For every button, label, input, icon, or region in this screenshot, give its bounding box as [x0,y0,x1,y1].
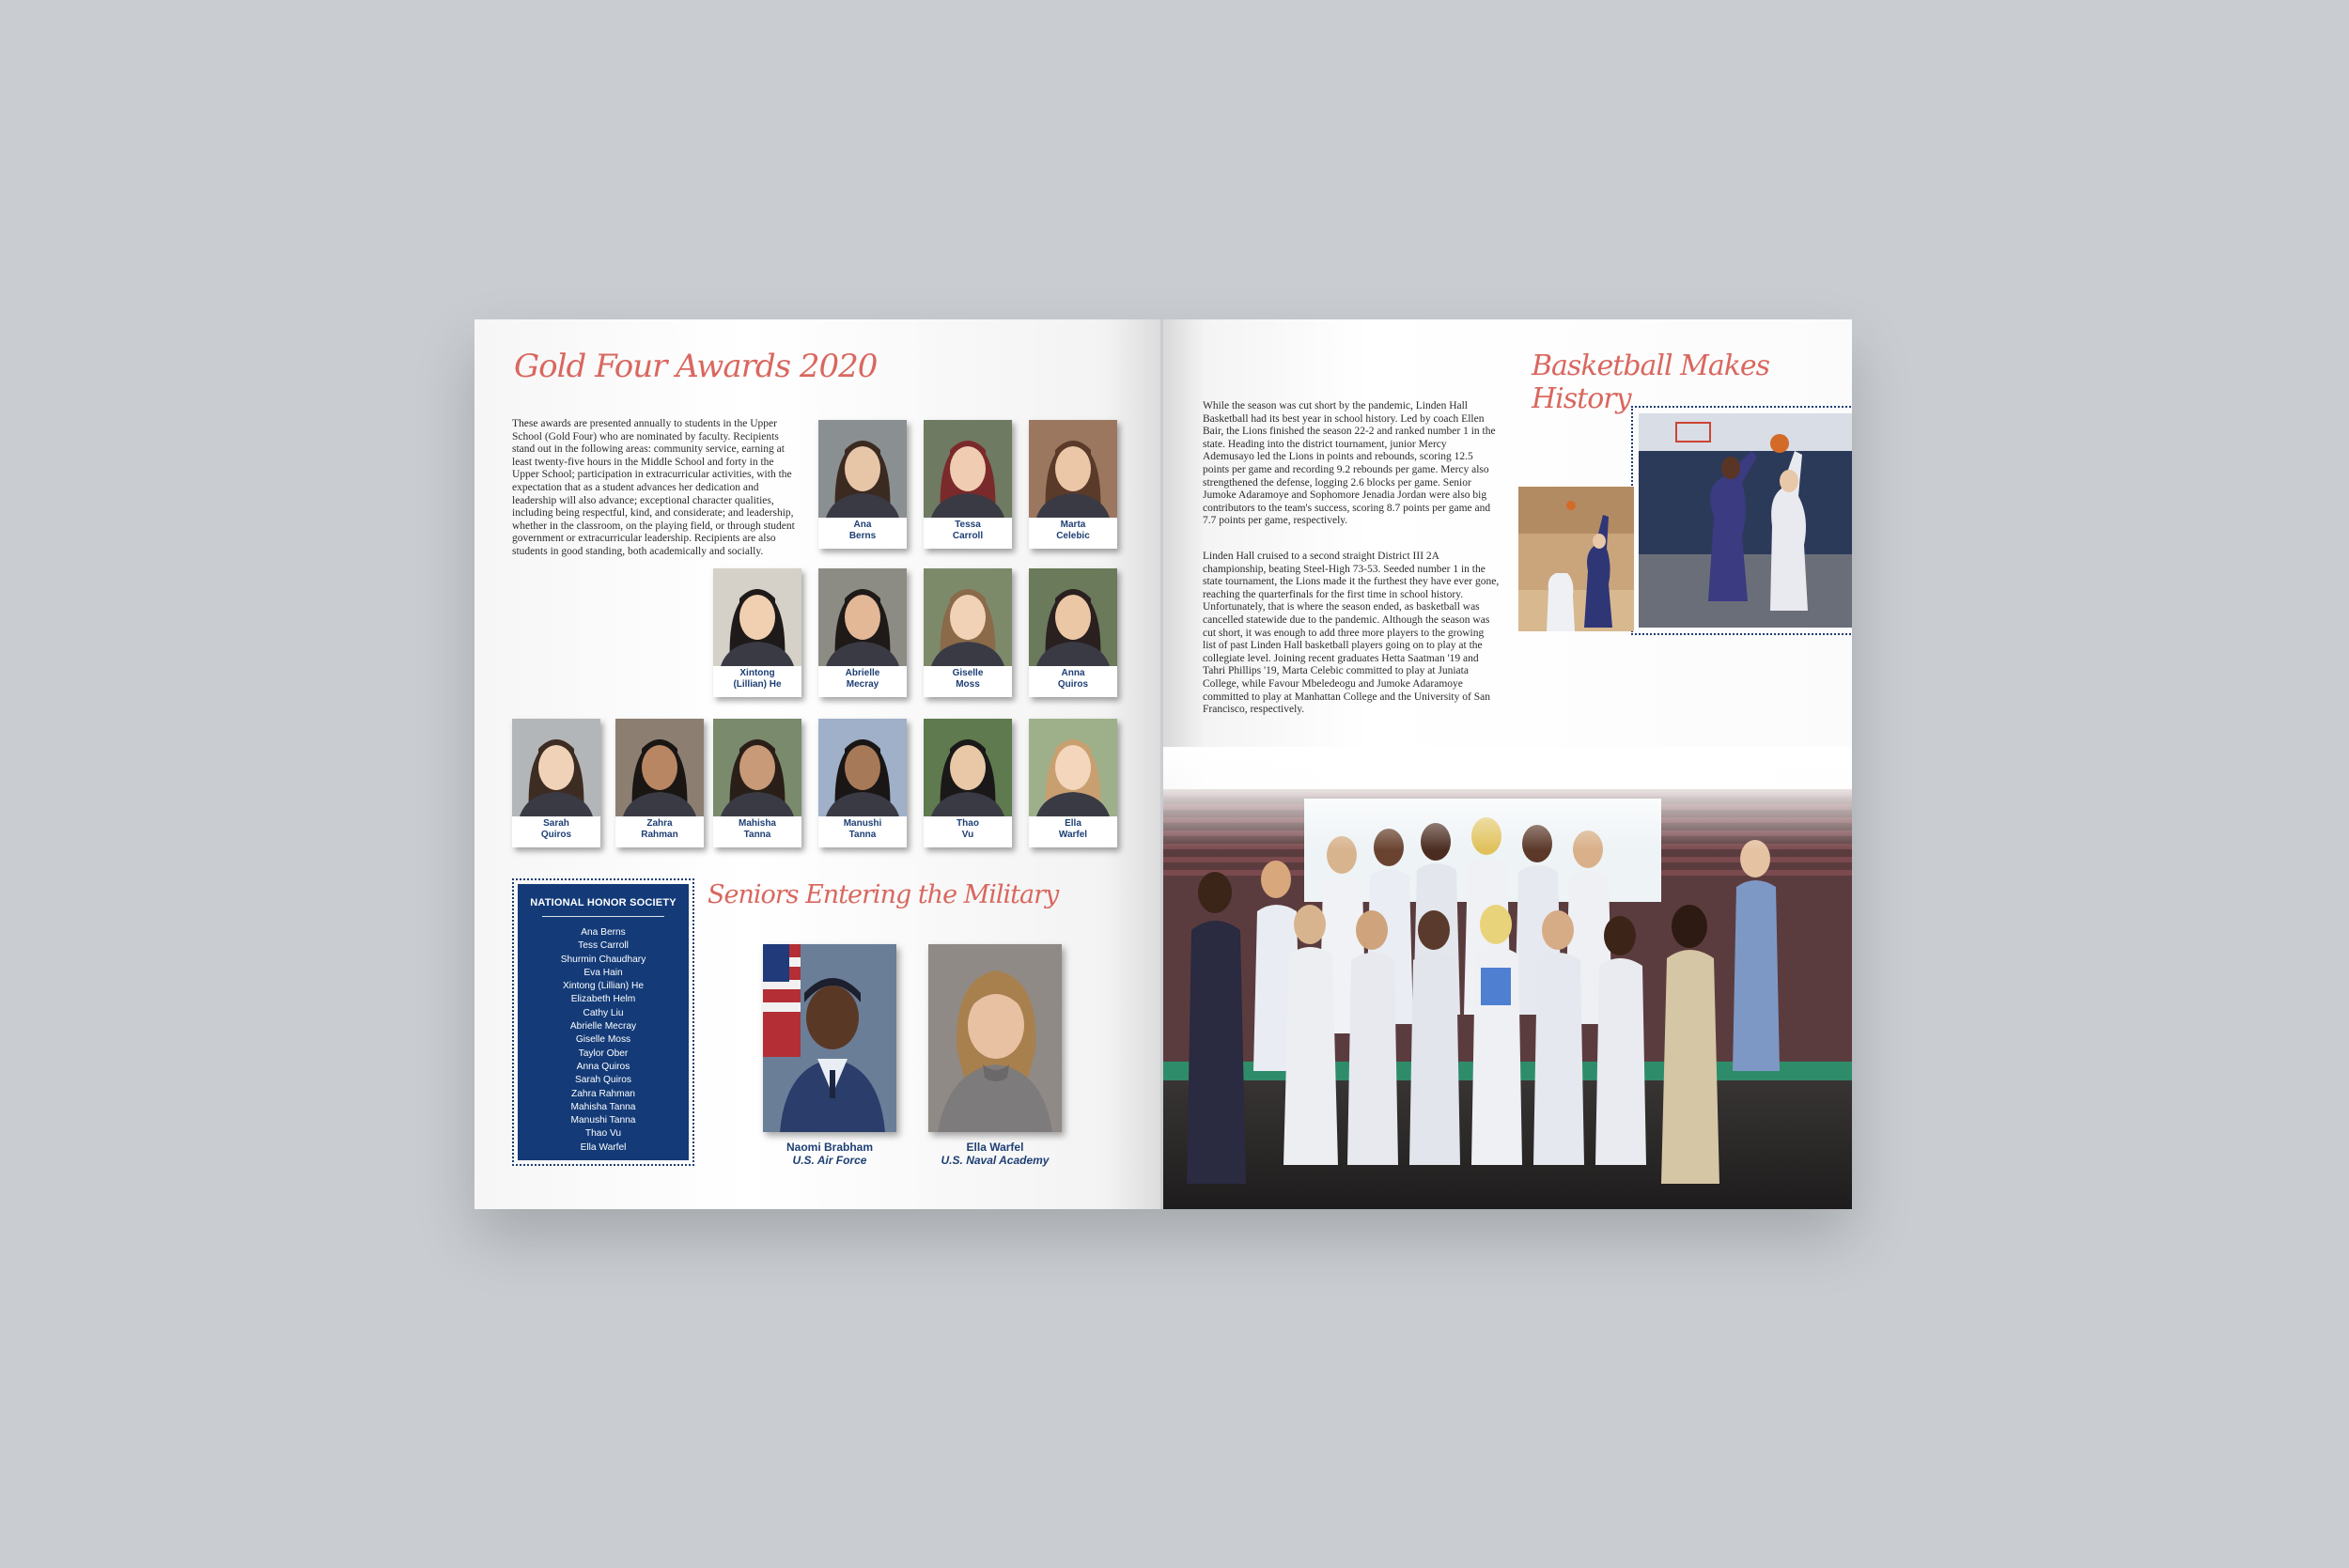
team-photo-fade [1163,747,1852,850]
nhs-member: Tess Carroll [578,940,629,952]
recipient-name [615,818,704,841]
portrait-photo [818,420,907,518]
nhs-member: Xintong (Lillian) He [562,981,645,992]
gold-four-description: These awards are presented annually to students in the Upper School (Gold Four) who are nominated by faculty. Recipients stand out in the following areas: community service, earning at least twenty-five hours in the Middle School and forty in the Upper School; participation in extracurricular activities, with the expectation that as a student advances her dedication and leadership will also advance; exceptional character qualities, including being respectful, kind, and considerate; and leadership, whether in the classroom, on the playing field, or through student government or extracurricular leadership. Recipients are also students in good standing, both academically and socially. [512,418,795,557]
recipient-first-name: Abrielle [845,668,880,678]
portrait-photo [924,568,1012,666]
portrait-photo [1029,420,1117,518]
nhs-member: Mahisha Tanna [570,1101,636,1112]
recipient-last-name: Quiros [1057,679,1089,690]
portrait-photo [713,719,801,816]
gold-four-card [713,568,801,697]
portrait-photo [512,719,600,816]
left-page [474,319,1160,1209]
nhs-member: Abrielle Mecray [569,1021,637,1032]
recipient-last-name: Vu [961,830,974,840]
action-photo-small [1518,487,1634,631]
gold-four-title: Gold Four Awards 2020 [514,348,878,385]
portrait-photo [1029,568,1117,666]
recipient-name [924,520,1012,542]
recipient-name [713,668,801,691]
action-photo-main [1639,413,1852,628]
recipient-first-name: Thao [957,818,979,829]
nhs-member: Elizabeth Helm [570,994,636,1005]
gold-four-card [924,568,1012,697]
nhs-member: Cathy Liu [583,1007,624,1018]
recipient-first-name: Giselle [952,668,984,678]
recipient-last-name: Celebic [1056,531,1090,541]
nhs-member: Ana Berns [581,927,626,938]
recipient-name [1029,818,1117,841]
recipient-first-name: Anna [1061,668,1085,678]
nhs-member: Shurmin Chaudhary [560,954,646,965]
nhs-box [512,878,694,1166]
recipient-last-name: Warfel [1058,830,1088,840]
gold-four-card [818,568,907,697]
portrait-photo [615,719,704,816]
gold-four-card [924,420,1012,549]
recipient-name [924,668,1012,691]
military-branch-naomi: U.S. Air Force [792,1154,867,1167]
military-title: Seniors Entering the Military [708,880,1059,909]
recipient-name [1029,520,1117,542]
recipient-first-name: Sarah [543,818,569,829]
recipient-name [818,520,907,542]
gold-four-card [512,719,600,847]
gold-four-card [924,719,1012,847]
gold-four-card [818,719,907,847]
recipient-last-name: Moss [956,679,980,690]
portrait-photo [924,420,1012,518]
recipient-name [512,818,600,841]
nhs-member: Giselle Moss [575,1034,631,1046]
gold-four-card [713,719,801,847]
recipient-last-name: Mecray [846,679,879,690]
nhs-member: Thao Vu [584,1128,622,1140]
gold-four-card [1029,568,1117,697]
portrait-photo [1029,719,1117,816]
recipient-last-name: Quiros [540,830,572,840]
recipient-last-name: Berns [848,531,877,541]
nhs-title: NATIONAL HONOR SOCIETY [530,897,677,908]
gold-four-card [1029,420,1117,549]
yearbook-spread [474,319,1852,1209]
recipient-first-name: Xintong [739,668,775,678]
recipient-name [818,818,907,841]
nhs-member: Taylor Ober [578,1048,629,1059]
recipient-first-name: Tessa [955,520,981,530]
nhs-divider [542,916,664,917]
recipient-name [1029,668,1117,691]
gold-four-card [1029,719,1117,847]
portrait-photo [713,568,801,666]
team-championship-photo [1163,789,1852,1209]
gold-four-card [615,719,704,847]
gold-four-card [818,420,907,549]
nhs-member-list [518,926,689,1155]
nhs-member: Zahra Rahman [571,1088,635,1099]
recipient-last-name: Carroll [952,531,984,541]
portrait-photo [924,719,1012,816]
recipient-first-name: Mahisha [738,818,776,829]
recipient-first-name: Ana [853,520,872,530]
nhs-member: Manushi Tanna [570,1115,636,1126]
right-page [1163,319,1852,1209]
recipient-first-name: Zahra [646,818,673,829]
recipient-last-name: Rahman [641,830,678,840]
basketball-paragraph-2: Linden Hall cruised to a second straight District III 2A championship, beating Steel-High 73-53. Seeded number 1 in the state tournament, the Lions made it the furthest they have ever gone, reaching the quarterfinals for the first time in school history. Unfortunately, that is where the season ended, as basketball was cancelled statewide due to the pandemic. Although the season was cut short, it was enough to add three more players to the growing list of past Linden Hall basketball players going on to play at the collegiate level. Joining recent graduates Hetta Saatman '19 and Tahri Phillips '19, Marta Celebic committed to play at Juniata College, while Favour Mbeledeogu and Jumoke Adaramoye committed to play at Manhattan College and the University of San Francisco, respectively. [1203,551,1500,716]
recipient-name [924,818,1012,841]
recipient-name [818,668,907,691]
recipient-name [713,818,801,841]
military-name-naomi: Naomi Brabham [786,1141,874,1154]
military-photo-ella [928,944,1062,1132]
military-branch-ella: U.S. Naval Academy [941,1154,1050,1167]
recipient-last-name: Tanna [848,830,877,840]
nhs-member: Ella Warfel [580,1141,627,1153]
basketball-paragraph-1: While the season was cut short by the pandemic, Linden Hall Basketball had its best year in school history. Led by coach Ellen Bair, the Lions finished the season 22-2 and ranked number 1 in the state. Heading into the district tournament, junior Mercy Ademusayo led the Lions in points and rebounds, scoring 12.5 points per game and recording 9.2 rebounds per game. Mercy also strengthened the defense, logging 2.6 blocks per game. Senior Jumoke Adaramoye and Sophomore Jenadia Jordan were also big contributors to the team's success, scoring 8.7 points per game and 7.7 points per game, respectively. [1203,400,1496,527]
portrait-photo [818,568,907,666]
recipient-first-name: Manushi [843,818,882,829]
basketball-title: Basketball Makes History [1532,349,1770,415]
nhs-member: Sarah Quiros [574,1075,632,1086]
recipient-last-name: Tanna [743,830,771,840]
military-photo-naomi [763,944,896,1132]
military-name-ella: Ella Warfel [966,1141,1024,1154]
nhs-member: Anna Quiros [576,1061,630,1072]
recipient-last-name: (Lillian) He [733,679,782,690]
portrait-photo [818,719,907,816]
recipient-first-name: Marta [1060,520,1086,530]
nhs-member: Eva Hain [583,967,623,978]
recipient-first-name: Ella [1065,818,1081,829]
